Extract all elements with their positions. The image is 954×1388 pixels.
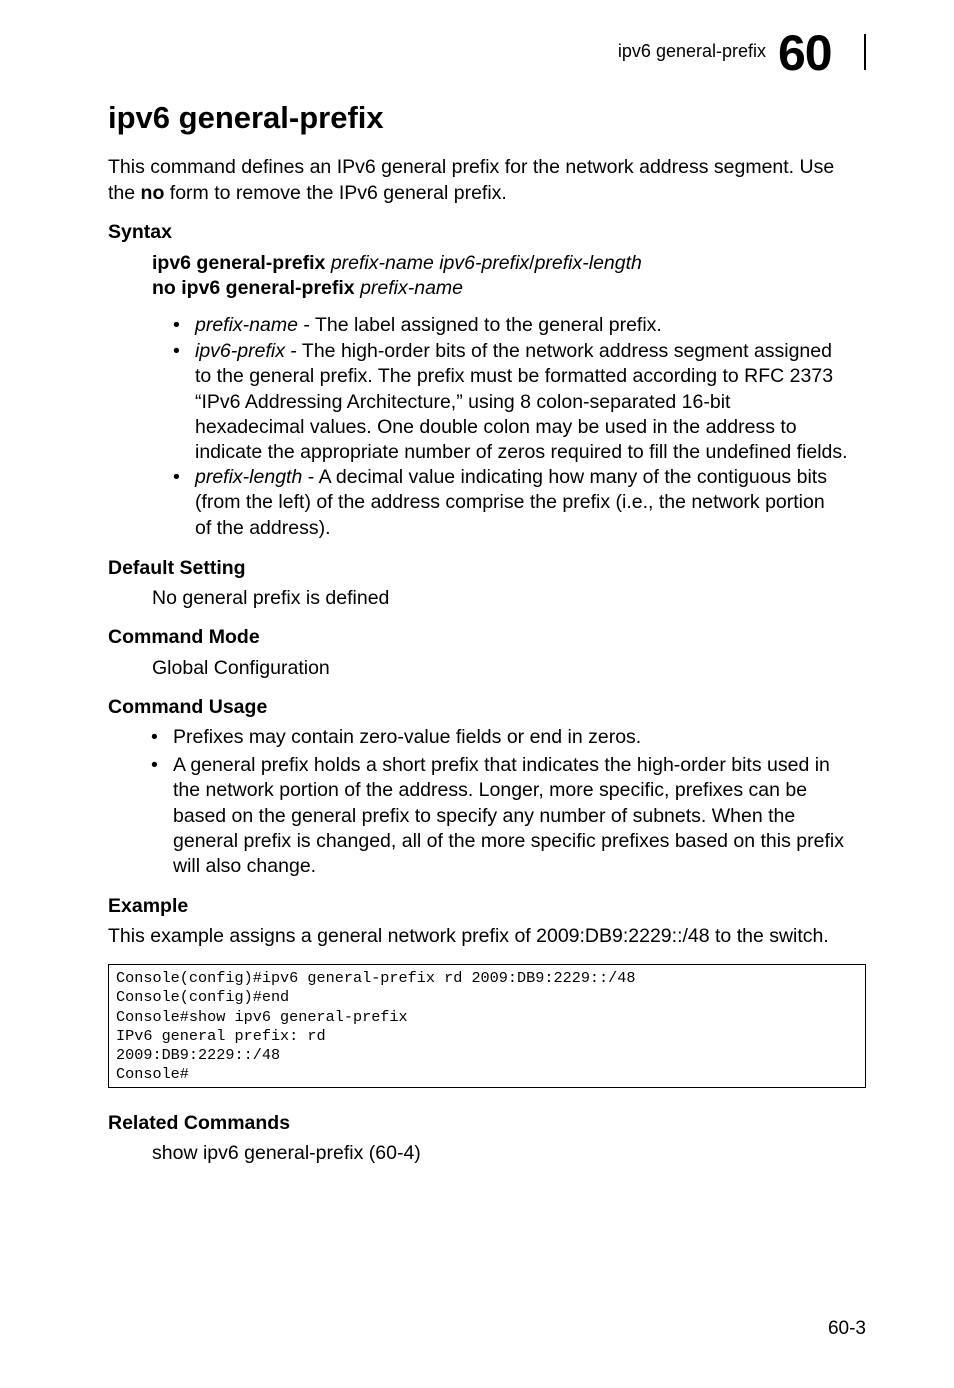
param-item-ipv6-prefix	[173, 339, 873, 465]
param-desc-line: to the general prefix. The prefix must be formatted according to RFC 2373	[195, 365, 834, 388]
code-line: 2009:DB9:2229::/48	[116, 1046, 281, 1065]
code-example-box	[108, 964, 866, 1088]
param-item-prefix-name	[173, 313, 873, 338]
syntax-line-2	[152, 276, 463, 301]
header-rule	[864, 34, 866, 70]
param-item-prefix-length	[173, 465, 873, 541]
param-desc-line: - The high-order bits of the network address segment assigned	[284, 340, 832, 362]
param-desc-line: (from the left) of the address comprise the prefix (i.e., the network portion	[195, 491, 825, 514]
param-name: ipv6-prefix	[195, 340, 285, 362]
intro-paragraph	[108, 155, 834, 206]
related-command-link[interactable]: show ipv6 general-prefix (60-4)	[152, 1142, 421, 1164]
usage-item-2	[151, 753, 871, 879]
related-commands-heading: Related Commands	[108, 1112, 291, 1134]
command-mode-heading: Command Mode	[108, 626, 260, 648]
code-line: Console(config)#ipv6 general-prefix rd 2009:DB9:2229::/48	[116, 969, 636, 987]
running-header-title: ipv6 general-prefix	[617, 41, 766, 61]
code-line: Console#show ipv6 general-prefix	[116, 1007, 408, 1026]
usage-line: based on the general prefix to specify any number of subnets. When the	[173, 804, 796, 827]
default-setting-heading: Default Setting	[108, 557, 246, 579]
intro-line-2a: the	[108, 181, 141, 204]
syntax-args-1a: prefix-name ipv6-prefix	[330, 252, 530, 274]
param-desc-line: hexadecimal values. One double colon may be used in the address to	[195, 415, 797, 438]
page-title: ipv6 general-prefix	[108, 100, 384, 135]
param-desc-line: “IPv6 Addressing Architecture,” using 8 colon-separated 16-bit	[195, 390, 731, 413]
syntax-args-2: prefix-name	[360, 277, 464, 299]
syntax-command-1: ipv6 general-prefix	[152, 252, 326, 274]
intro-line-1: This command defines an IPv6 general prefix for the network address segment. Use	[108, 156, 835, 178]
param-name: prefix-length	[195, 466, 303, 488]
usage-line: will also change.	[173, 855, 317, 878]
default-setting-text: No general prefix is defined	[152, 587, 390, 609]
chapter-number: 60	[778, 25, 832, 81]
code-line: Console#	[116, 1065, 189, 1084]
example-heading: Example	[108, 895, 189, 917]
param-name: prefix-name	[195, 314, 298, 336]
syntax-args-1b: prefix-length	[534, 252, 642, 274]
syntax-separator: /	[529, 252, 535, 274]
example-text: This example assigns a general network prefix of 2009:DB9:2229::/48 to the switch.	[108, 925, 829, 947]
usage-line: general prefix is changed, all of the more specific prefixes based on this prefix	[173, 829, 844, 852]
intro-line-2b: form to remove the IPv6 general prefix.	[164, 181, 507, 204]
page-number: 60-3	[827, 1318, 866, 1339]
param-desc-line: of the address).	[195, 516, 331, 539]
bullet-icon: •	[173, 314, 180, 336]
command-usage-heading: Command Usage	[108, 696, 268, 718]
bullet-icon: •	[151, 754, 158, 776]
param-desc-line: - The label assigned to the general prefix.	[297, 314, 662, 336]
code-line: Console(config)#end	[116, 988, 290, 1007]
usage-line: A general prefix holds a short prefix that indicates the high-order bits used in	[173, 754, 830, 776]
param-desc-line: - A decimal value indicating how many of the contiguous bits	[302, 466, 827, 488]
bullet-icon: •	[173, 466, 180, 488]
code-line: IPv6 general prefix: rd	[116, 1026, 326, 1045]
bullet-icon: •	[173, 340, 180, 362]
usage-item-1	[151, 725, 871, 750]
usage-line: the network portion of the address. Longer, more specific, prefixes can be	[173, 779, 808, 802]
intro-no-keyword: no	[140, 181, 165, 204]
bullet-icon: •	[151, 726, 158, 748]
syntax-command-2: no ipv6 general-prefix	[152, 277, 355, 299]
syntax-heading: Syntax	[108, 221, 172, 243]
usage-line: Prefixes may contain zero-value fields or end in zeros.	[173, 726, 642, 748]
param-desc-line: indicate the appropriate number of zeros required to fill the undefined fields.	[195, 441, 848, 464]
command-mode-text: Global Configuration	[152, 657, 330, 679]
syntax-line-1	[152, 251, 642, 276]
